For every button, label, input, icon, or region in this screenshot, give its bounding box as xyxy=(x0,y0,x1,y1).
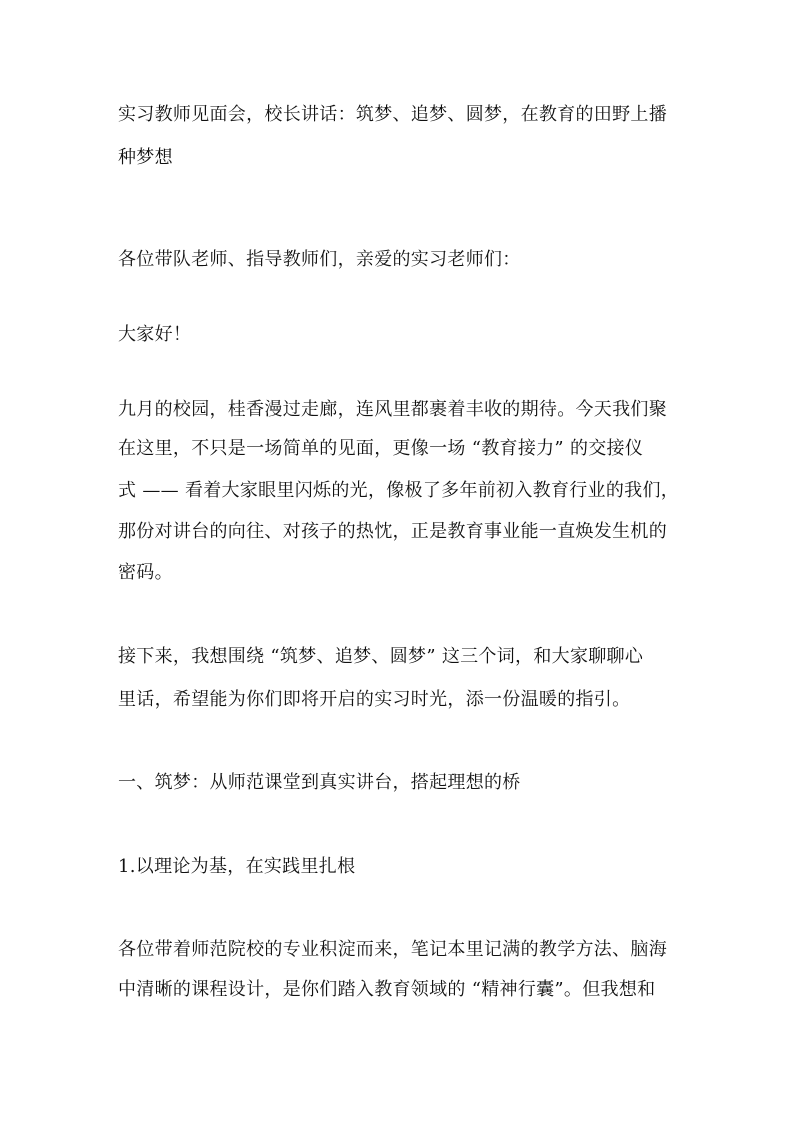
paragraph-1-line: 密码。 xyxy=(118,562,173,583)
document-title-line-2: 种梦想 xyxy=(118,147,173,168)
paragraph-1-line: 在这里，不只是一场简单的见面，更像一场 “教育接力” 的交接仪 xyxy=(118,438,644,459)
subsection-heading: 1.以理论为基，在实践里扎根 xyxy=(118,856,356,877)
paragraph-2-line: 里话，希望能为你们即将开启的实习时光，添一份温暖的指引。 xyxy=(118,689,631,710)
paragraph-1-line: 式 —— 看着大家眼里闪烁的光，像极了多年前初入教育行业的我们， xyxy=(118,480,680,501)
salutation: 各位带队老师、指导教师们，亲爱的实习老师们： xyxy=(118,249,521,270)
paragraph-1-line: 那份对讲台的向往、对孩子的热忱，正是教育事业能一直焕发生机的 xyxy=(118,521,667,542)
greeting: 大家好！ xyxy=(118,324,192,345)
paragraph-3-line: 中清晰的课程设计，是你们踏入教育领域的 “精神行囊”。但我想和 xyxy=(118,979,656,1000)
paragraph-3-line: 各位带着师范院校的专业积淀而来，笔记本里记满的教学方法、脑海 xyxy=(118,939,667,960)
section-heading: 一、筑梦：从师范课堂到真实讲台，搭起理想的桥 xyxy=(118,772,521,793)
document-title-line-1: 实习教师见面会，校长讲话：筑梦、追梦、圆梦，在教育的田野上播 xyxy=(118,104,667,125)
paragraph-2-line: 接下来，我想围绕 “筑梦、追梦、圆梦” 这三个词，和大家聊聊心 xyxy=(118,646,644,667)
paragraph-1-line: 九月的校园，桂香漫过走廊，连风里都裹着丰收的期待。今天我们聚 xyxy=(118,399,667,420)
